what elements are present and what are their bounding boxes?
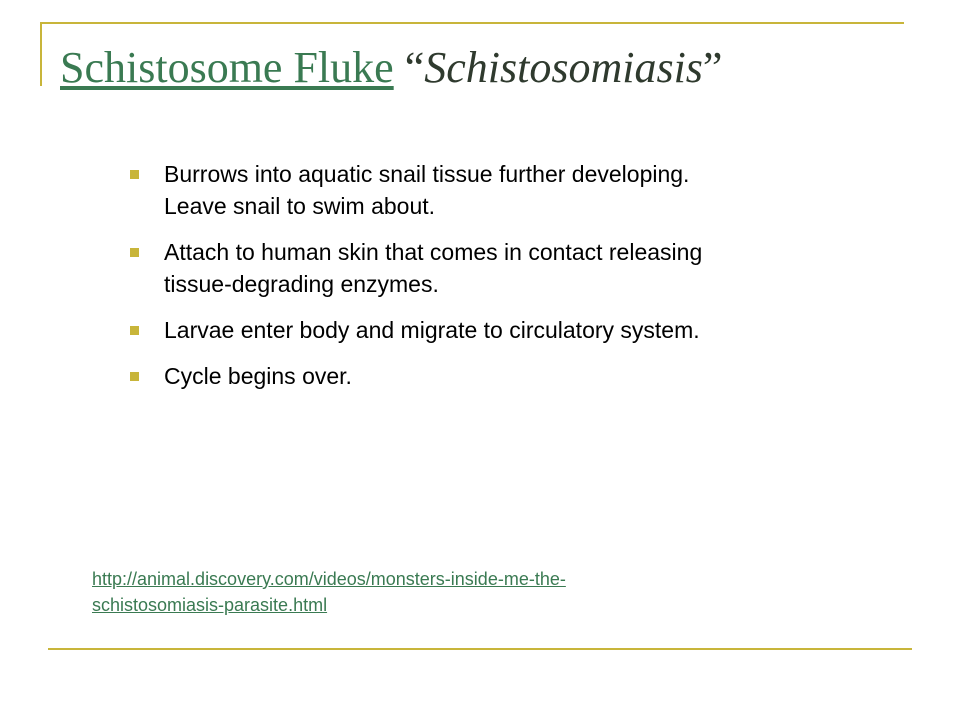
bullet-square-icon <box>130 170 139 179</box>
bullet-text-line: tissue-degrading enzymes. <box>164 271 439 297</box>
top-rule <box>40 22 904 24</box>
source-url-link[interactable] <box>92 566 812 618</box>
bullet-square-icon <box>130 372 139 381</box>
bullet-text-line: Leave snail to swim about. <box>164 193 436 219</box>
bullet-text-line: Burrows into aquatic snail tissue further developing. <box>164 161 690 187</box>
bullet-text-line: Attach to human skin that comes in contact releasing <box>164 239 703 265</box>
bullet-text-line: Larvae enter body and migrate to circulatory system. <box>164 317 700 343</box>
bullet-square-icon <box>130 248 139 257</box>
bullet-item <box>130 360 870 392</box>
source-url-line: http://animal.discovery.com/videos/monsters-inside-me-the- <box>92 569 566 589</box>
bullet-item <box>130 236 870 300</box>
bullet-item <box>130 158 870 222</box>
bullet-square-icon <box>130 326 139 335</box>
source-url-line: schistosomiasis-parasite.html <box>92 595 328 615</box>
title-close-quote: ” <box>702 43 723 92</box>
bullet-item <box>130 314 870 346</box>
bullet-text-line: Cycle begins over. <box>164 363 352 389</box>
title-italic-term: Schistosomiasis <box>424 43 703 92</box>
left-rule <box>40 22 42 86</box>
slide-title <box>60 42 722 95</box>
bullet-list <box>130 158 870 406</box>
title-link[interactable]: Schistosome Fluke <box>60 43 394 92</box>
bottom-rule <box>48 648 912 650</box>
title-open-quote: “ <box>404 43 425 92</box>
